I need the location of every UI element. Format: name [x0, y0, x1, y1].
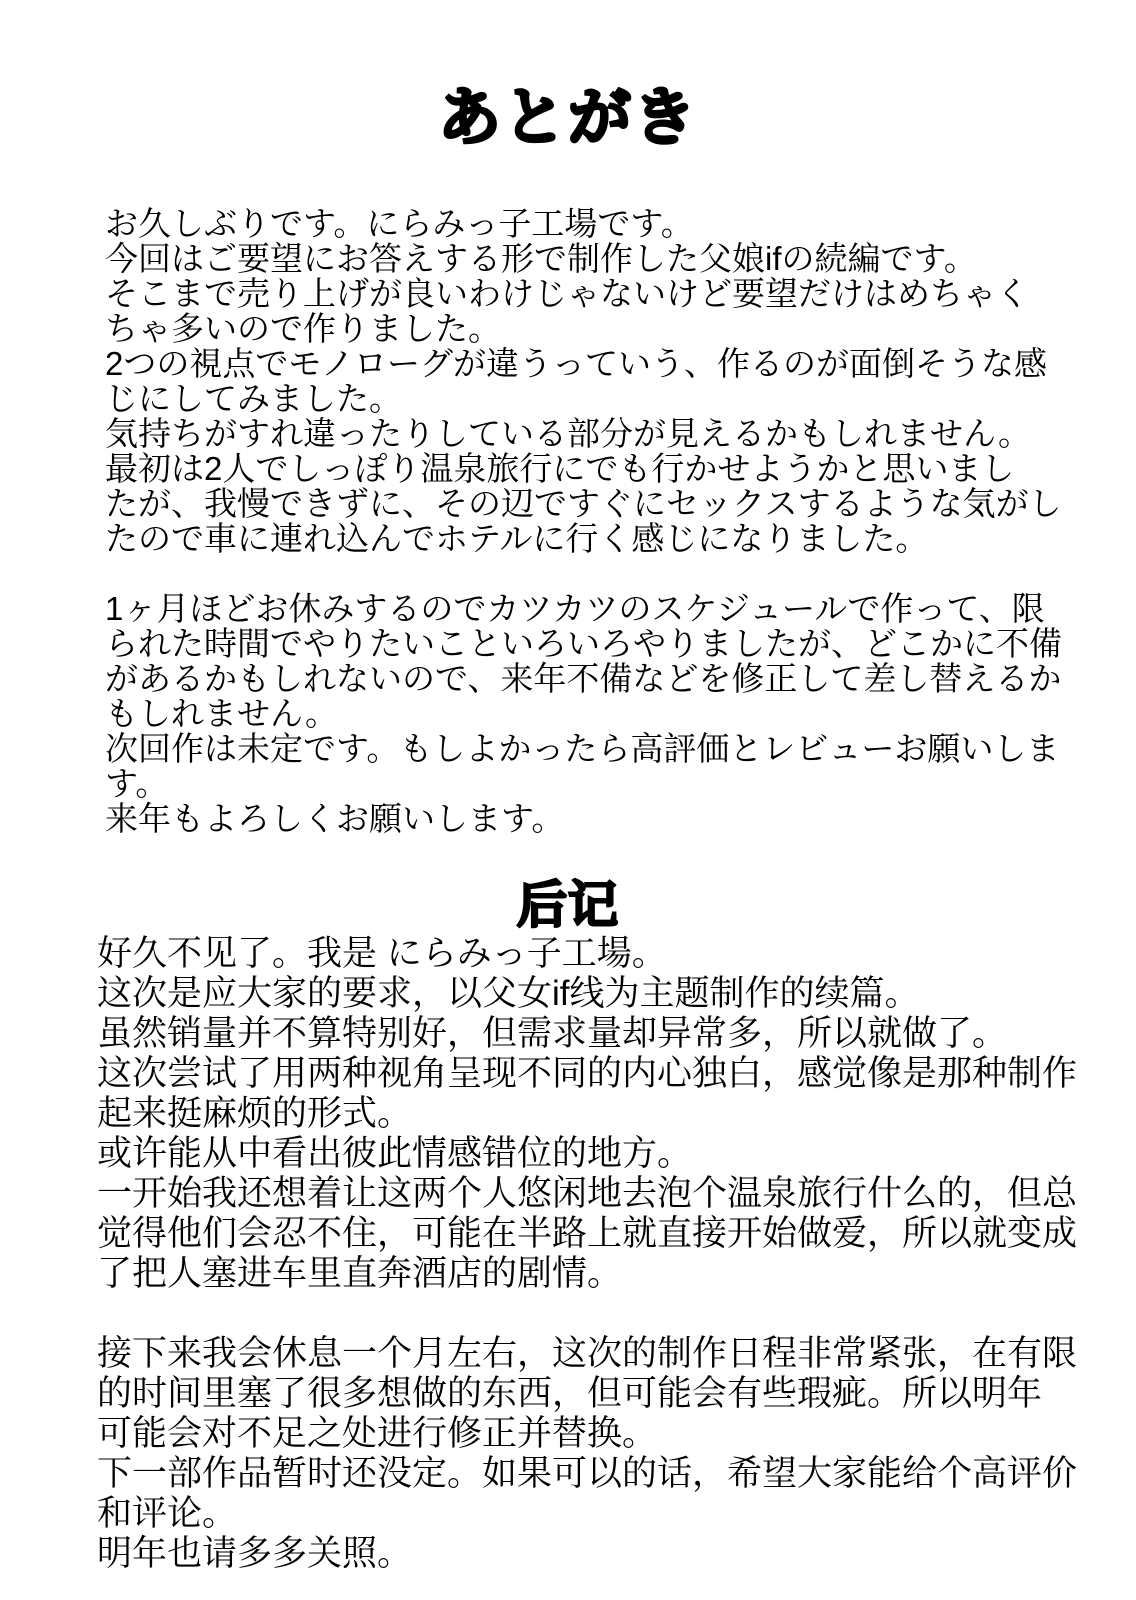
- zh-line: 好久不见了。我是 にらみっ子工場。: [97, 934, 667, 973]
- zh-line: 起来挺麻烦的形式。: [97, 1094, 413, 1133]
- ja-line: す。: [105, 765, 169, 802]
- zh-line: 这次尝试了用两种视角呈现不同的内心独白，感觉像是那种制作: [97, 1054, 1078, 1093]
- zh-line: 或许能从中看出彼此情感错位的地方。: [97, 1134, 693, 1173]
- zh-line: 了把人塞进车里直奔酒店的剧情。: [97, 1254, 623, 1293]
- ja-line: たが、我慢できずに、その辺ですぐにセックスするような気がし: [105, 485, 1062, 522]
- zh-line: 和评论。: [97, 1494, 238, 1533]
- zh-line: 觉得他们会忍不住，可能在半路上就直接开始做爱，所以就变成: [97, 1214, 1078, 1253]
- ja-line: 気持ちがすれ違ったりしている部分が見えるかもしれません。: [105, 415, 1031, 452]
- ja-line: 今回はご要望にお答えする形で制作した父娘ifの続編です。: [105, 240, 977, 277]
- ja-line: 来年もよろしくお願いします。: [105, 800, 565, 837]
- zh-line: 可能会对不足之处进行修正并替换。: [97, 1414, 658, 1453]
- ja-line: じにしてみました。: [105, 380, 402, 417]
- ja-line: そこまで売り上げが良いわけじゃないけど要望だけはめちゃく: [105, 275, 1029, 312]
- zh-line: 这次是应大家的要求，以父女if线为主题制作的续篇。: [97, 974, 920, 1013]
- zh-line: 下一部作品暂时还没定。如果可以的话，希望大家能给个高评价: [97, 1454, 1078, 1493]
- paragraph-gap: [105, 556, 1076, 591]
- ja-line: があるかもしれないので、来年不備などを修正して差し替えるか: [105, 660, 1062, 697]
- afterword-body-chinese: [97, 934, 1086, 1574]
- zh-line: 虽然销量并不算特别好，但需求量却异常多，所以就做了。: [97, 1014, 1008, 1053]
- afterword-title-chinese: 后记: [517, 877, 619, 933]
- zh-line: 一开始我还想着让这两个人悠闲地去泡个温泉旅行什么的，但总: [97, 1174, 1078, 1213]
- paragraph-gap: [97, 1294, 1086, 1334]
- zh-line: 接下来我会休息一个月左右，这次的制作日程非常紧张，在有限: [97, 1334, 1078, 1373]
- afterword-body-japanese: [105, 206, 1076, 836]
- ja-line: 2つの視点でモノローグが違うっていう、作るのが面倒そうな感: [105, 345, 1048, 382]
- afterword-title-japanese: あとがき: [438, 83, 698, 153]
- ja-line: もしれません。: [105, 695, 338, 732]
- zh-line: 的时间里塞了很多想做的东西，但可能会有些瑕疵。所以明年: [97, 1374, 1043, 1413]
- ja-line: られた時間でやりたいこといろいろやりましたが、どこかに不備: [105, 625, 1062, 662]
- ja-line: 次回作は未定です。もしよかったら高評価とレビューお願いしま: [105, 730, 1060, 767]
- ja-line: ちゃ多いので作りました。: [105, 310, 501, 347]
- ja-line: お久しぶりです。にらみっ子工場です。: [105, 205, 694, 242]
- zh-line: 明年也请多多关照。: [97, 1534, 413, 1573]
- ja-line: たので車に連れ込んでホテルに行く感じになりました。: [105, 520, 929, 557]
- ja-line: 1ヶ月ほどお休みするのでカツカツのスケジュールで作って、限: [105, 590, 1045, 627]
- ja-line: 最初は2人でしっぽり温泉旅行にでも行かせようかと思いまし: [105, 450, 1015, 487]
